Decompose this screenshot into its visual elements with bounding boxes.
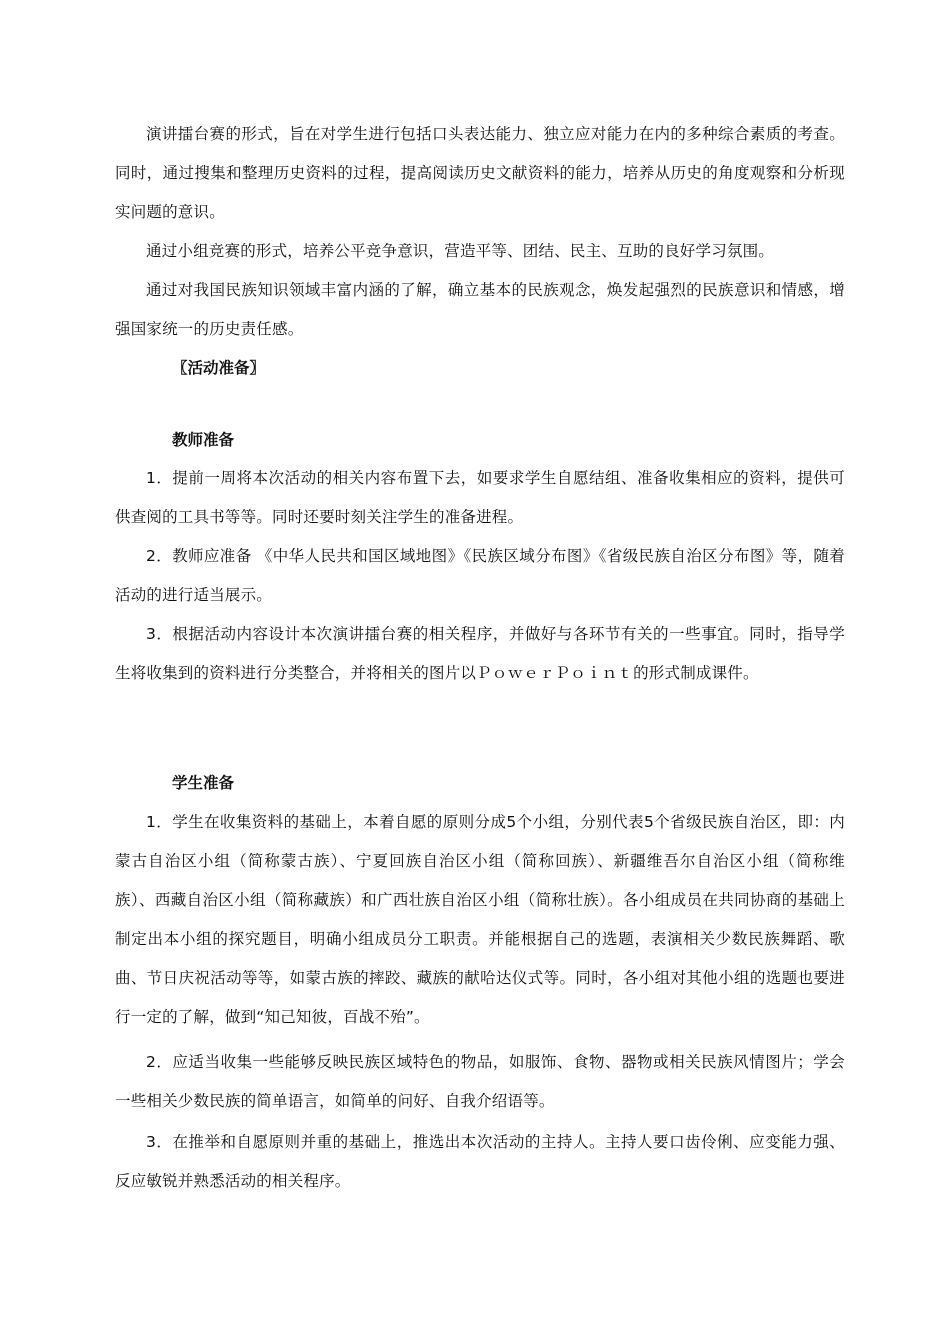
student-item-3: 3．在推举和自愿原则并重的基础上，推选出本次活动的主持人。主持人要口齿伶俐、应变能力强、反应敏锐并熟悉活动的相关程序。	[115, 1133, 845, 1190]
teacher-heading: 教师准备	[172, 431, 235, 449]
teacher-item-3: 3．根据活动内容设计本次演讲擂台赛的相关程序，并做好与各环节有关的一些事宜。同时，指导学生将收集到的资料进行分类整合，并将相关的图片以ＰｏｗｅｒＰｏｉｎｔ的形式制成课件。	[115, 625, 845, 682]
teacher-item-1: 1．提前一周将本次活动的相关内容布置下去，如要求学生自愿结组、准备收集相应的资料，提供可供查阅的工具书等等。同时还要时刻关注学生的准备进程。	[115, 469, 845, 526]
student-heading: 学生准备	[172, 774, 235, 792]
intro-paragraph-3: 通过对我国民族知识领域丰富内涵的了解，确立基本的民族观念，焕发起强烈的民族意识和情感，增强国家统一的历史责任感。	[115, 281, 845, 338]
teacher-item-2: 2．教师应准备 《中华人民共和国区域地图》《民族区域分布图》《省级民族自治区分布图》等，随着活动的进行适当展示。	[115, 547, 845, 604]
intro-paragraph-2: 通过小组竞赛的形式，培养公平竞争意识，营造平等、团结、民主、互助的良好学习氛围。	[146, 242, 775, 260]
student-item-1: 1．学生在收集资料的基础上，本着自愿的原则分成5个小组，分别代表5个省级民族自治区，即：内蒙古自治区小组（简称蒙古族）、宁夏回族自治区小组（简称回族）、新疆维吾尔自治区小组（简称维族）、西藏自治区小组（简称藏族）和广西壮族自治区小组（简称壮族）。各小组成员在共同协商的基础上制定出本小组的探究题目，明确小组成员分工职责。并能根据自己的选题，表演相关少数民族舞蹈、歌曲、节日庆祝活动等等，如蒙古族的摔跤、藏族的献哈达仪式等。同时，各小组对其他小组的选题也要进行一定的了解，做到“知己知彼，百战不殆”。	[115, 813, 845, 1026]
section-title: 〖活动准备〗	[172, 359, 266, 377]
student-item-2: 2．应适当收集一些能够反映民族区域特色的物品，如服饰、食物、器物或相关民族风情图片；学会一些相关少数民族的简单语言，如简单的问好、自我介绍语等。	[115, 1053, 845, 1110]
intro-paragraph-1: 演讲擂台赛的形式，旨在对学生进行包括口头表达能力、独立应对能力在内的多种综合素质的考查。同时，通过搜集和整理历史资料的过程，提高阅读历史文献资料的能力，培养从历史的角度观察和分析现实问题的意识。	[115, 125, 845, 221]
